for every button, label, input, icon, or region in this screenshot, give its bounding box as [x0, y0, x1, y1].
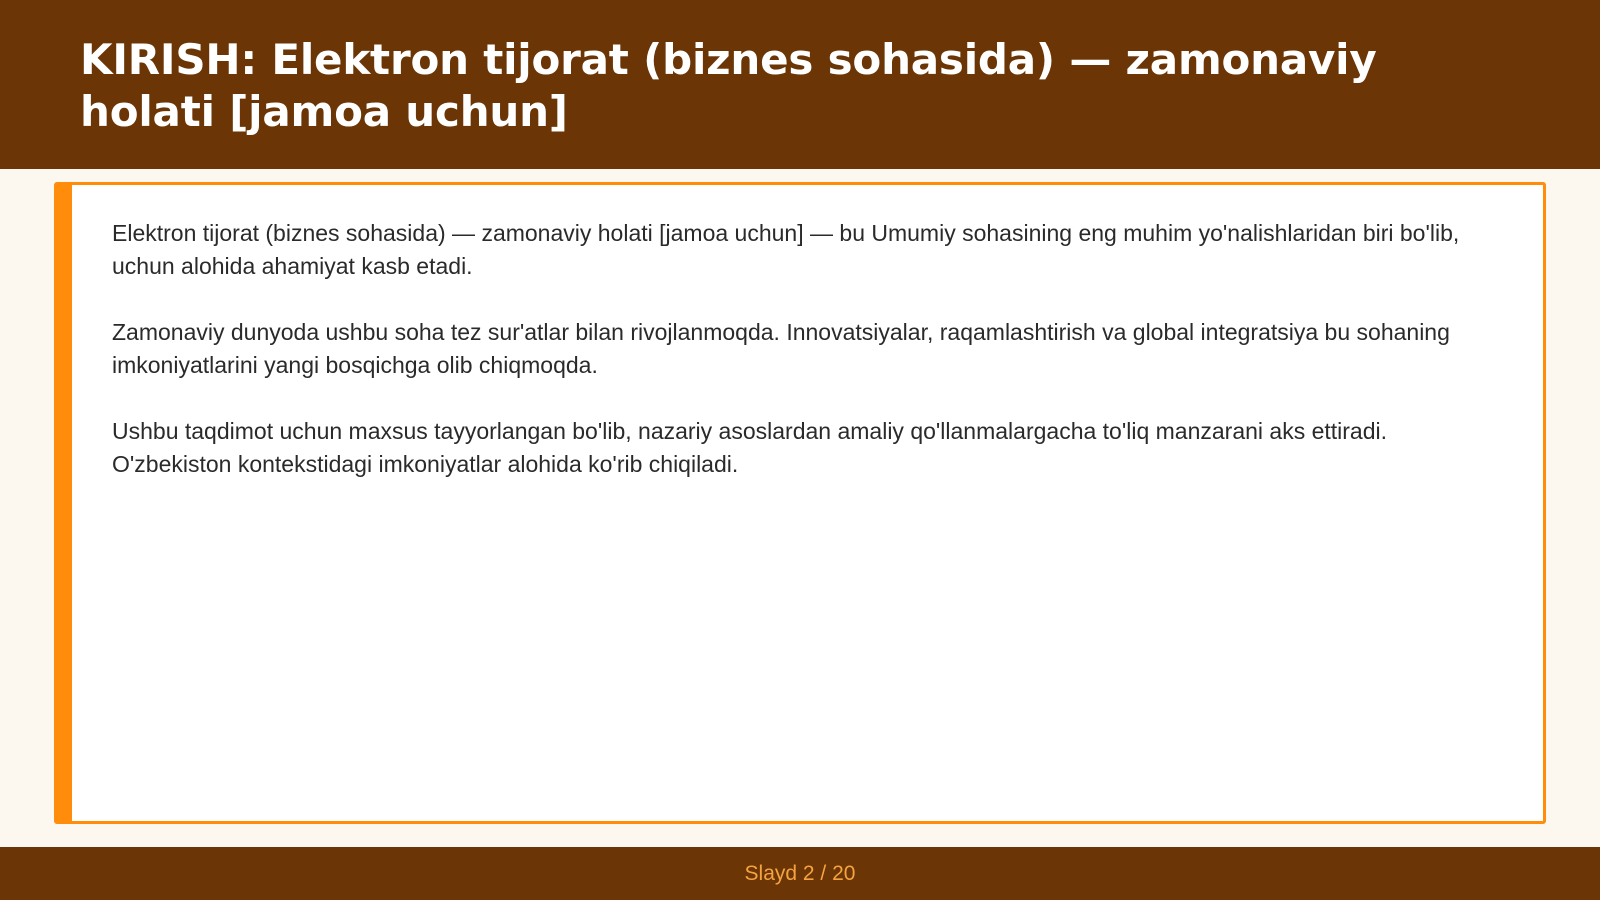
slide-title: KIRISH: Elektron tijorat (biznes sohasida) — zamonaviy holati [jamoa uchun]: [80, 35, 1377, 136]
slide-header: [0, 0, 1600, 169]
intro-paragraph-1: Elektron tijorat (biznes sohasida) — zamonaviy holati [jamoa uchun] — bu Umumiy sohasining eng muhim yo'nalishlaridan biri bo'lib, uchun alohida ahamiyat kasb etadi.: [112, 220, 1460, 279]
intro-paragraph-2: Zamonaviy dunyoda ushbu soha tez sur'atlar bilan rivojlanmoqda. Innovatsiyalar, raqamlashtirish va global integratsiya bu sohaning imkoniyatlarini yangi bosqichga olib chiqmoqda.: [112, 319, 1450, 378]
content-card: [54, 182, 1546, 824]
slide-footer: [0, 847, 1600, 900]
intro-paragraph-3: Ushbu taqdimot uchun maxsus tayyorlangan bo'lib, nazariy asoslardan amaliy qo'llanmalargacha to'liq manzarani aks ettiradi. O'zbekiston kontekstidagi imkoniyatlar alohida ko'rib chiqiladi.: [112, 418, 1388, 477]
slide-counter: Slayd 2 / 20: [744, 861, 856, 885]
